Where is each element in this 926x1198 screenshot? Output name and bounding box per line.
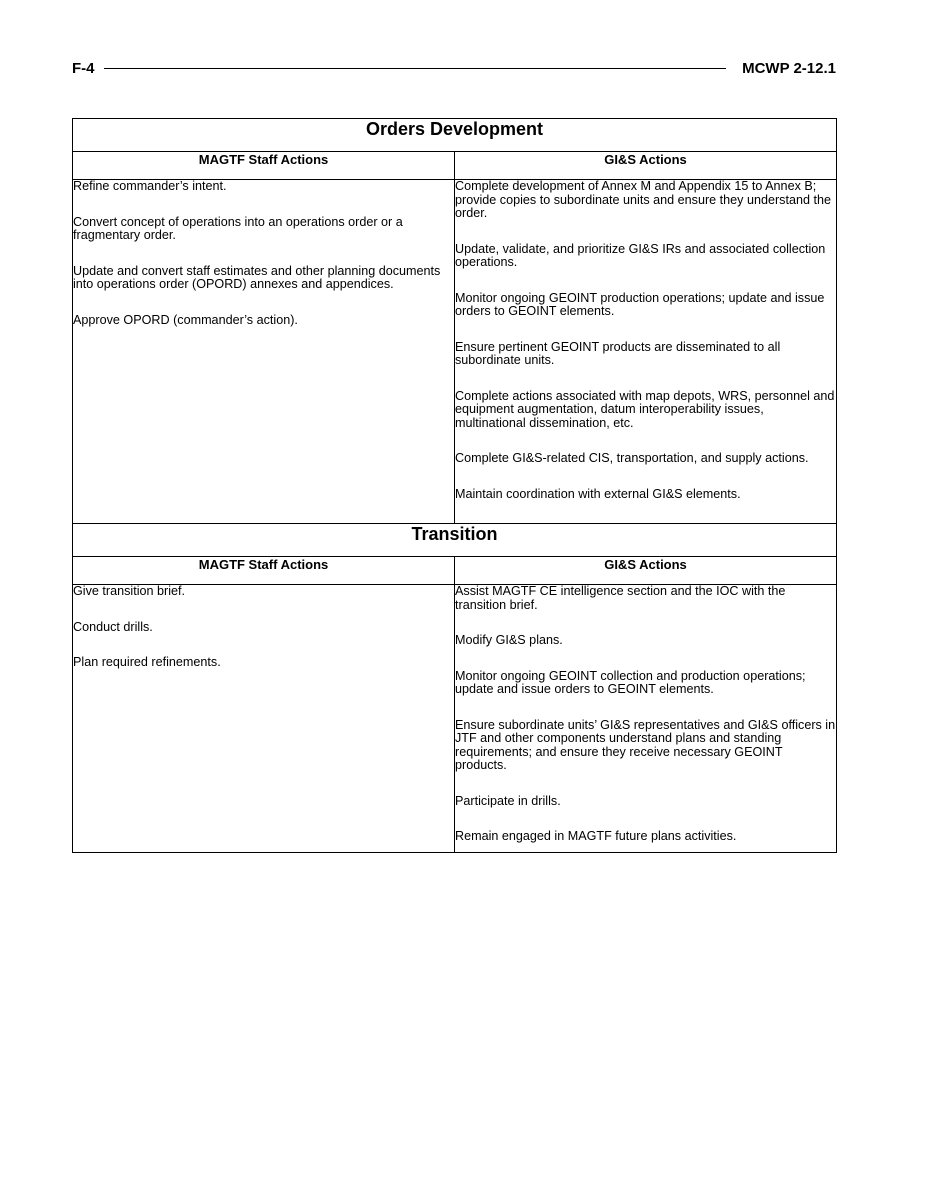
action-item: Complete GI&S-related CIS, transportation, and supply actions. (455, 451, 809, 465)
column-header-gis: GI&S Actions (455, 557, 837, 585)
action-item: Refine commander’s intent. (73, 179, 227, 193)
action-item: Assist MAGTF CE intelligence section and the IOC with the transition brief. (455, 584, 786, 612)
action-item: Monitor ongoing GEOINT collection and production operations; update and issue orders to GEOINT elements. (455, 668, 806, 696)
magtf-actions-cell (73, 180, 455, 524)
action-item: Give transition brief. (73, 584, 185, 598)
action-item: Complete actions associated with map depots, WRS, personnel and equipment augmentation, datum interoperability issues, multinational dissemination, etc. (455, 388, 835, 430)
section-title-row (73, 119, 837, 152)
magtf-actions-cell (73, 585, 455, 853)
action-item: Monitor ongoing GEOINT production operations; update and issue orders to GEOINT elements. (455, 290, 825, 318)
header-rule (104, 68, 726, 69)
section-title: Transition (73, 524, 837, 557)
action-item: Complete development of Annex M and Appendix 15 to Annex B; provide copies to subordinate units and ensure they understand the order. (455, 179, 831, 220)
column-header-gis: GI&S Actions (455, 152, 837, 180)
section-title-row (73, 524, 837, 557)
action-item: Plan required refinements. (73, 655, 221, 669)
gis-actions-cell (455, 585, 837, 853)
action-item: Participate in drills. (455, 793, 561, 808)
section-title: Orders Development (73, 119, 837, 152)
column-header-row (73, 152, 837, 180)
gis-actions-cell (455, 180, 837, 524)
action-item: Modify GI&S plans. (455, 633, 563, 647)
content-row (73, 180, 837, 524)
action-item: Update and convert staff estimates and other planning documents into operations order (OPORD) annexes and appendices. (73, 263, 441, 291)
action-item: Approve OPORD (commander’s action). (73, 312, 298, 327)
document-id: MCWP 2-12.1 (742, 60, 836, 77)
action-item: Ensure pertinent GEOINT products are disseminated to all subordinate units. (455, 339, 781, 367)
action-item: Maintain coordination with external GI&S elements. (455, 486, 741, 501)
actions-table (72, 118, 837, 853)
action-item: Conduct drills. (73, 619, 153, 634)
action-item: Convert concept of operations into an operations order or a fragmentary order. (73, 214, 403, 242)
action-item: Ensure subordinate units’ GI&S representatives and GI&S officers in JTF and other components understand plans and standing requirements; and ensure they receive necessary GEOINT products. (455, 717, 836, 772)
content-row (73, 585, 837, 853)
column-header-row (73, 557, 837, 585)
page-header (72, 58, 836, 80)
action-item: Update, validate, and prioritize GI&S IRs and associated collection operations. (455, 241, 826, 269)
column-header-magtf: MAGTF Staff Actions (73, 152, 455, 180)
column-header-magtf: MAGTF Staff Actions (73, 557, 455, 585)
action-item: Remain engaged in MAGTF future plans activities. (455, 829, 737, 843)
page-number: F-4 (72, 60, 95, 77)
